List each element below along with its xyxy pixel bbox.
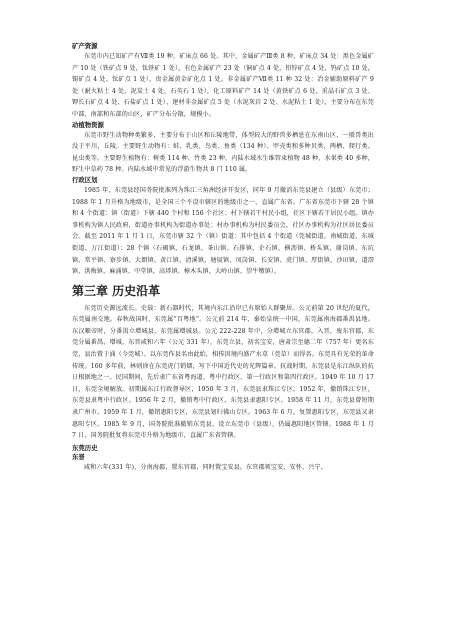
paragraph-admin: 1985 年，东莞县经国务院批准列为珠江三角洲经济开发区，同年 9 月撤消东莞县建立（县级）东莞市；1988 年 1 月升格为地级市，是全国三个不设市辖区的地级市之一，直属广东省。广东省东莞市下辖 28 个镇和 4 个街道：镇（街道）下辖 440 个村和 156 个社区；村下辖若干村民小组，社区下辖若干居民小组。镇办事机构为镇人民政府，街道办事机构为街道办事处；村办事机构为村民委员会，社区办事机构为社区居民委员会。截至 2011 年 1 月 1 日，东莞市辖 32 个（镇）街道：其中包括 4 个街道（莞城街道、南城街道、东城街道、万江街道）；28 个镇（石碣镇、石龙镇、茶山镇、石排镇、企石镇、横沥镇、桥头镇、谢岗镇、东坑镇、常平镇、寮步镇、大朗镇、黄江镇、清溪镇、塘厦镇、凤岗镇、长安镇、虎门镇、厚街镇、沙田镇、道滘镇、洪梅镇、麻涌镇、中堂镇、高埗镇、樟木头镇、大岭山镇、望牛墩镇）。 — [72, 186, 374, 276]
section-heading-admin: 行政区划 — [72, 175, 98, 184]
paragraph-history: 东莞历史源远流长。史载：新石器时代，其境内东江沿岸已有原始人群聚居。公元前第 20 世纪的夏代，东莞属南交地。春秋战国时，东莞属“百粤地”。公元前 214 年，秦始皇统一中国，东莞属南海郡番禺县地。东汉顺帝时，分番禺立增城县，东莞属增城县。公元 222-228 年中，分增城立东官郡。入晋，废东官郡，东莞分属番禺、增城。东晋咸和六年（公元 331 年），东莞立县，初名宝安，唐肃宗至德二年（757 年）更名东莞，县治置于涌（今莞城）。以东莞作县名由此始，相传因境内盛产水草（莞草）而得名。东莞具有光荣的革命传统。160 多年前，林则徐在东莞虎门销烟，写下中国近代史的光辉篇章。抗战时期，东莞县是东江纵队的抗日根据地之一。民国期间，先后隶广东省粤海道、粤中行政区、第一行政区和第四行政区。1949 年 10 月 17 日，东莞全境解放。初期属东江行政督导区，1950 年 3 月，东莞县隶珠江专区。1952 年，撤销珠江专区，东莞县隶粤中行政区。1956 年 2 月，撤销粤中行政区，东莞县隶惠阳专区。1958 年 11 月，东莞县曾短期隶广州市。1959 年 1 月，撤销惠阳专区，东莞县划归佛山专区。1963 年 6 月，复置惠阳专区，东莞县又隶惠阳专区。1985 年 9 月，国务院批准撤销东莞县，设立东莞市（县级），仍属惠阳地区管辖。1988 年 1 月 7 日，国务院批复将东莞市升格为地级市，直属广东省管辖。 — [72, 304, 374, 440]
paragraph-dongjin: 咸和六年(331 年)，分南海郡，置东官郡，同时置宝安县。东官郡领宝安、安怀、兴宁、 — [84, 463, 327, 471]
chapter-title: 第三章 历史沿革 — [72, 283, 161, 298]
section-heading-history: 东莞历史 — [72, 443, 98, 452]
paragraph-flora-fauna: 东莞市野生动物种类繁多，主要分布于山区和丘陵地带，体型较大的野兽多栖息在东南山区，一般兽类出没于平川、丘陵。主要野生动物有：蛙、乳类、鸟类、鱼类（134 种）、甲壳类和多种贝类、两栖、爬行类、昆虫类等。主要野生植物有：树类 114 种、竹类 23 种、内陆水域水生维管束植物 48 种，水果类 40 多种，野生中草药 78 种。内陆水域中常见的浮游生物共 8 门 110 属。 — [72, 131, 374, 174]
section-heading-dongjin: 东晋 — [72, 452, 85, 461]
section-heading-mineral: 矿产资源 — [72, 42, 98, 50]
paragraph-mineral: 东莞市内已知矿产有Ⅶ类 19 种，矿床点 66 处。其中，金属矿产Ⅲ类 8 种，矿床点 34 处：黑色金属矿产 10 处（铁矿点 9 处，钛铁矿 1 处），有色金属矿产 23 处（铜矿点 4 处，铅锌矿点 4 处、钨矿点 10 处，锡矿点 4 处、钛矿点 1 处），贵金属黄金矿化点 1 处。非金属矿产Ⅶ类 11 种 32 处：冶金辅助原料矿产 9 处（耐火粘土 4 处，泥炭土 4 处，石英石 1 处），化工原料矿产 14 处（黄铁矿点 6 处、重晶石矿点 3 处、钾长石矿点 4 处、石盐矿点 1 处），建材非金属矿点 5 处（水泥灰岩 2 处、水泥粘土 1 处），主要分布在东莞中部、南部和东部的山区，矿产分布分散，规模小。 — [72, 53, 374, 118]
document-page — [72, 42, 374, 473]
section-heading-flora-fauna: 动植物资源 — [72, 120, 104, 129]
